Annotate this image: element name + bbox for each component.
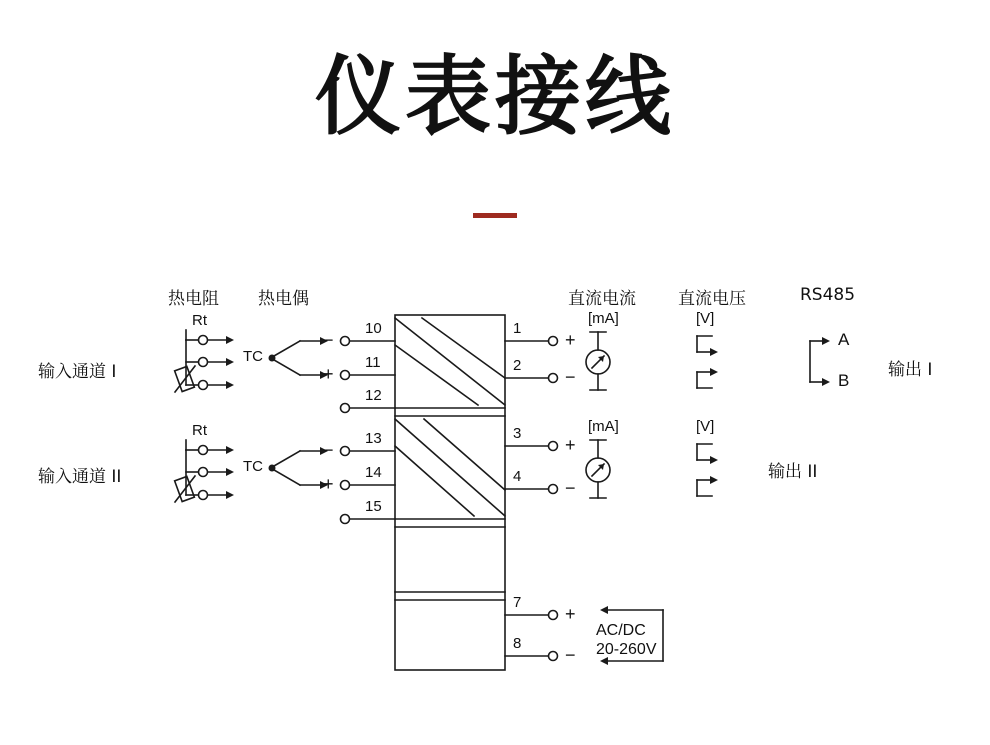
label-ma-2: [mA] (588, 418, 619, 435)
right-sign-2: − (565, 367, 576, 387)
label-rt-2: Rt (192, 422, 207, 439)
left-terminal-dot-10 (341, 337, 350, 346)
label-v-1: [V] (696, 310, 715, 327)
tc2-lead-upper (274, 451, 300, 466)
instrument-body (395, 315, 505, 670)
left-terminal-number-15: 15 (365, 498, 382, 515)
left-sign-13: − (323, 440, 334, 460)
label-v-2: [V] (696, 418, 715, 435)
right-sign-7: + (565, 604, 576, 624)
right-terminal-number-1: 1 (513, 320, 522, 337)
label-thermocouple-header: 热电偶 (258, 289, 309, 309)
right-sign-3: + (565, 435, 576, 455)
rtd1-terminal-bot (199, 381, 208, 390)
right-terminal-number-4: 4 (513, 468, 522, 485)
label-rt-1: Rt (192, 312, 207, 329)
right-terminal-number-8: 8 (513, 635, 522, 652)
rtd1-terminal-mid (199, 358, 208, 367)
right-terminal-number-2: 2 (513, 357, 522, 374)
right-terminal-number-7: 7 (513, 594, 522, 611)
left-terminal-number-11: 11 (365, 354, 381, 371)
left-terminal-number-12: 12 (365, 387, 382, 404)
page-title: 仪表接线 (315, 47, 675, 147)
label-output-1: 输出 I (888, 360, 933, 380)
label-rtd-header: 热电阻 (168, 289, 219, 309)
tc1-lead-upper (274, 341, 300, 356)
body-hatch-1b (395, 345, 478, 405)
left-terminal-dot-12 (341, 404, 350, 413)
left-terminal-number-10: 10 (365, 320, 382, 337)
right-terminal-dot-4 (549, 485, 558, 494)
left-sign-14: + (323, 474, 334, 494)
tc2-lead-lower (274, 470, 300, 485)
right-terminal-dot-2 (549, 374, 558, 383)
label-input-channel-2: 输入通道 II (38, 467, 122, 487)
rtd1-arrows (208, 336, 234, 389)
rtd2-terminal-bot (199, 491, 208, 500)
dc-voltage-1-symbol (697, 336, 718, 388)
label-dc-current-header: 直流电流 (568, 289, 636, 309)
body-hatch-1a (395, 318, 505, 405)
rtd2-terminal-mid (199, 468, 208, 477)
left-sign-10: − (323, 330, 334, 350)
right-terminal-number-3: 3 (513, 425, 522, 442)
rs485-symbol (810, 337, 830, 386)
right-terminals (505, 337, 558, 661)
label-tc-2: TC (243, 458, 263, 475)
label-tc-1: TC (243, 348, 263, 365)
tc1-lead-lower (274, 360, 300, 375)
dc-voltage-2-symbol (697, 444, 718, 496)
label-rs485-b: B (838, 371, 850, 390)
label-rs485-header: RS485 (800, 285, 856, 305)
label-power-range: 20-260V (596, 641, 657, 658)
body-hatch-1c (422, 318, 505, 378)
left-sign-11: + (323, 364, 334, 384)
rtd1-terminal-top (199, 336, 208, 345)
right-terminal-dot-8 (549, 652, 558, 661)
label-power-type: AC/DC (596, 622, 646, 639)
label-input-channel-1: 输入通道 I (38, 362, 117, 382)
left-terminal-dot-13 (341, 447, 350, 456)
label-ma-1: [mA] (588, 310, 619, 327)
rtd2-terminal-top (199, 446, 208, 455)
left-terminal-dot-15 (341, 515, 350, 524)
right-terminal-dot-1 (549, 337, 558, 346)
dc-current-1-symbol (586, 332, 610, 390)
right-sign-1: + (565, 330, 576, 350)
right-sign-4: − (565, 478, 576, 498)
left-terminal-dot-14 (341, 481, 350, 490)
dc-current-2-symbol (586, 440, 610, 498)
right-sign-8: − (565, 645, 576, 665)
left-terminal-number-13: 13 (365, 430, 382, 447)
body-hatch-2a (395, 419, 505, 516)
rtd2-arrows (208, 446, 234, 499)
label-rs485-a: A (838, 330, 850, 349)
left-terminal-dot-11 (341, 371, 350, 380)
body-hatch-2b (395, 446, 474, 516)
right-terminal-dot-3 (549, 442, 558, 451)
label-output-2: 输出 II (768, 462, 818, 482)
label-dc-voltage-header: 直流电压 (678, 289, 746, 309)
right-terminal-dot-7 (549, 611, 558, 620)
left-terminal-number-14: 14 (365, 464, 382, 481)
